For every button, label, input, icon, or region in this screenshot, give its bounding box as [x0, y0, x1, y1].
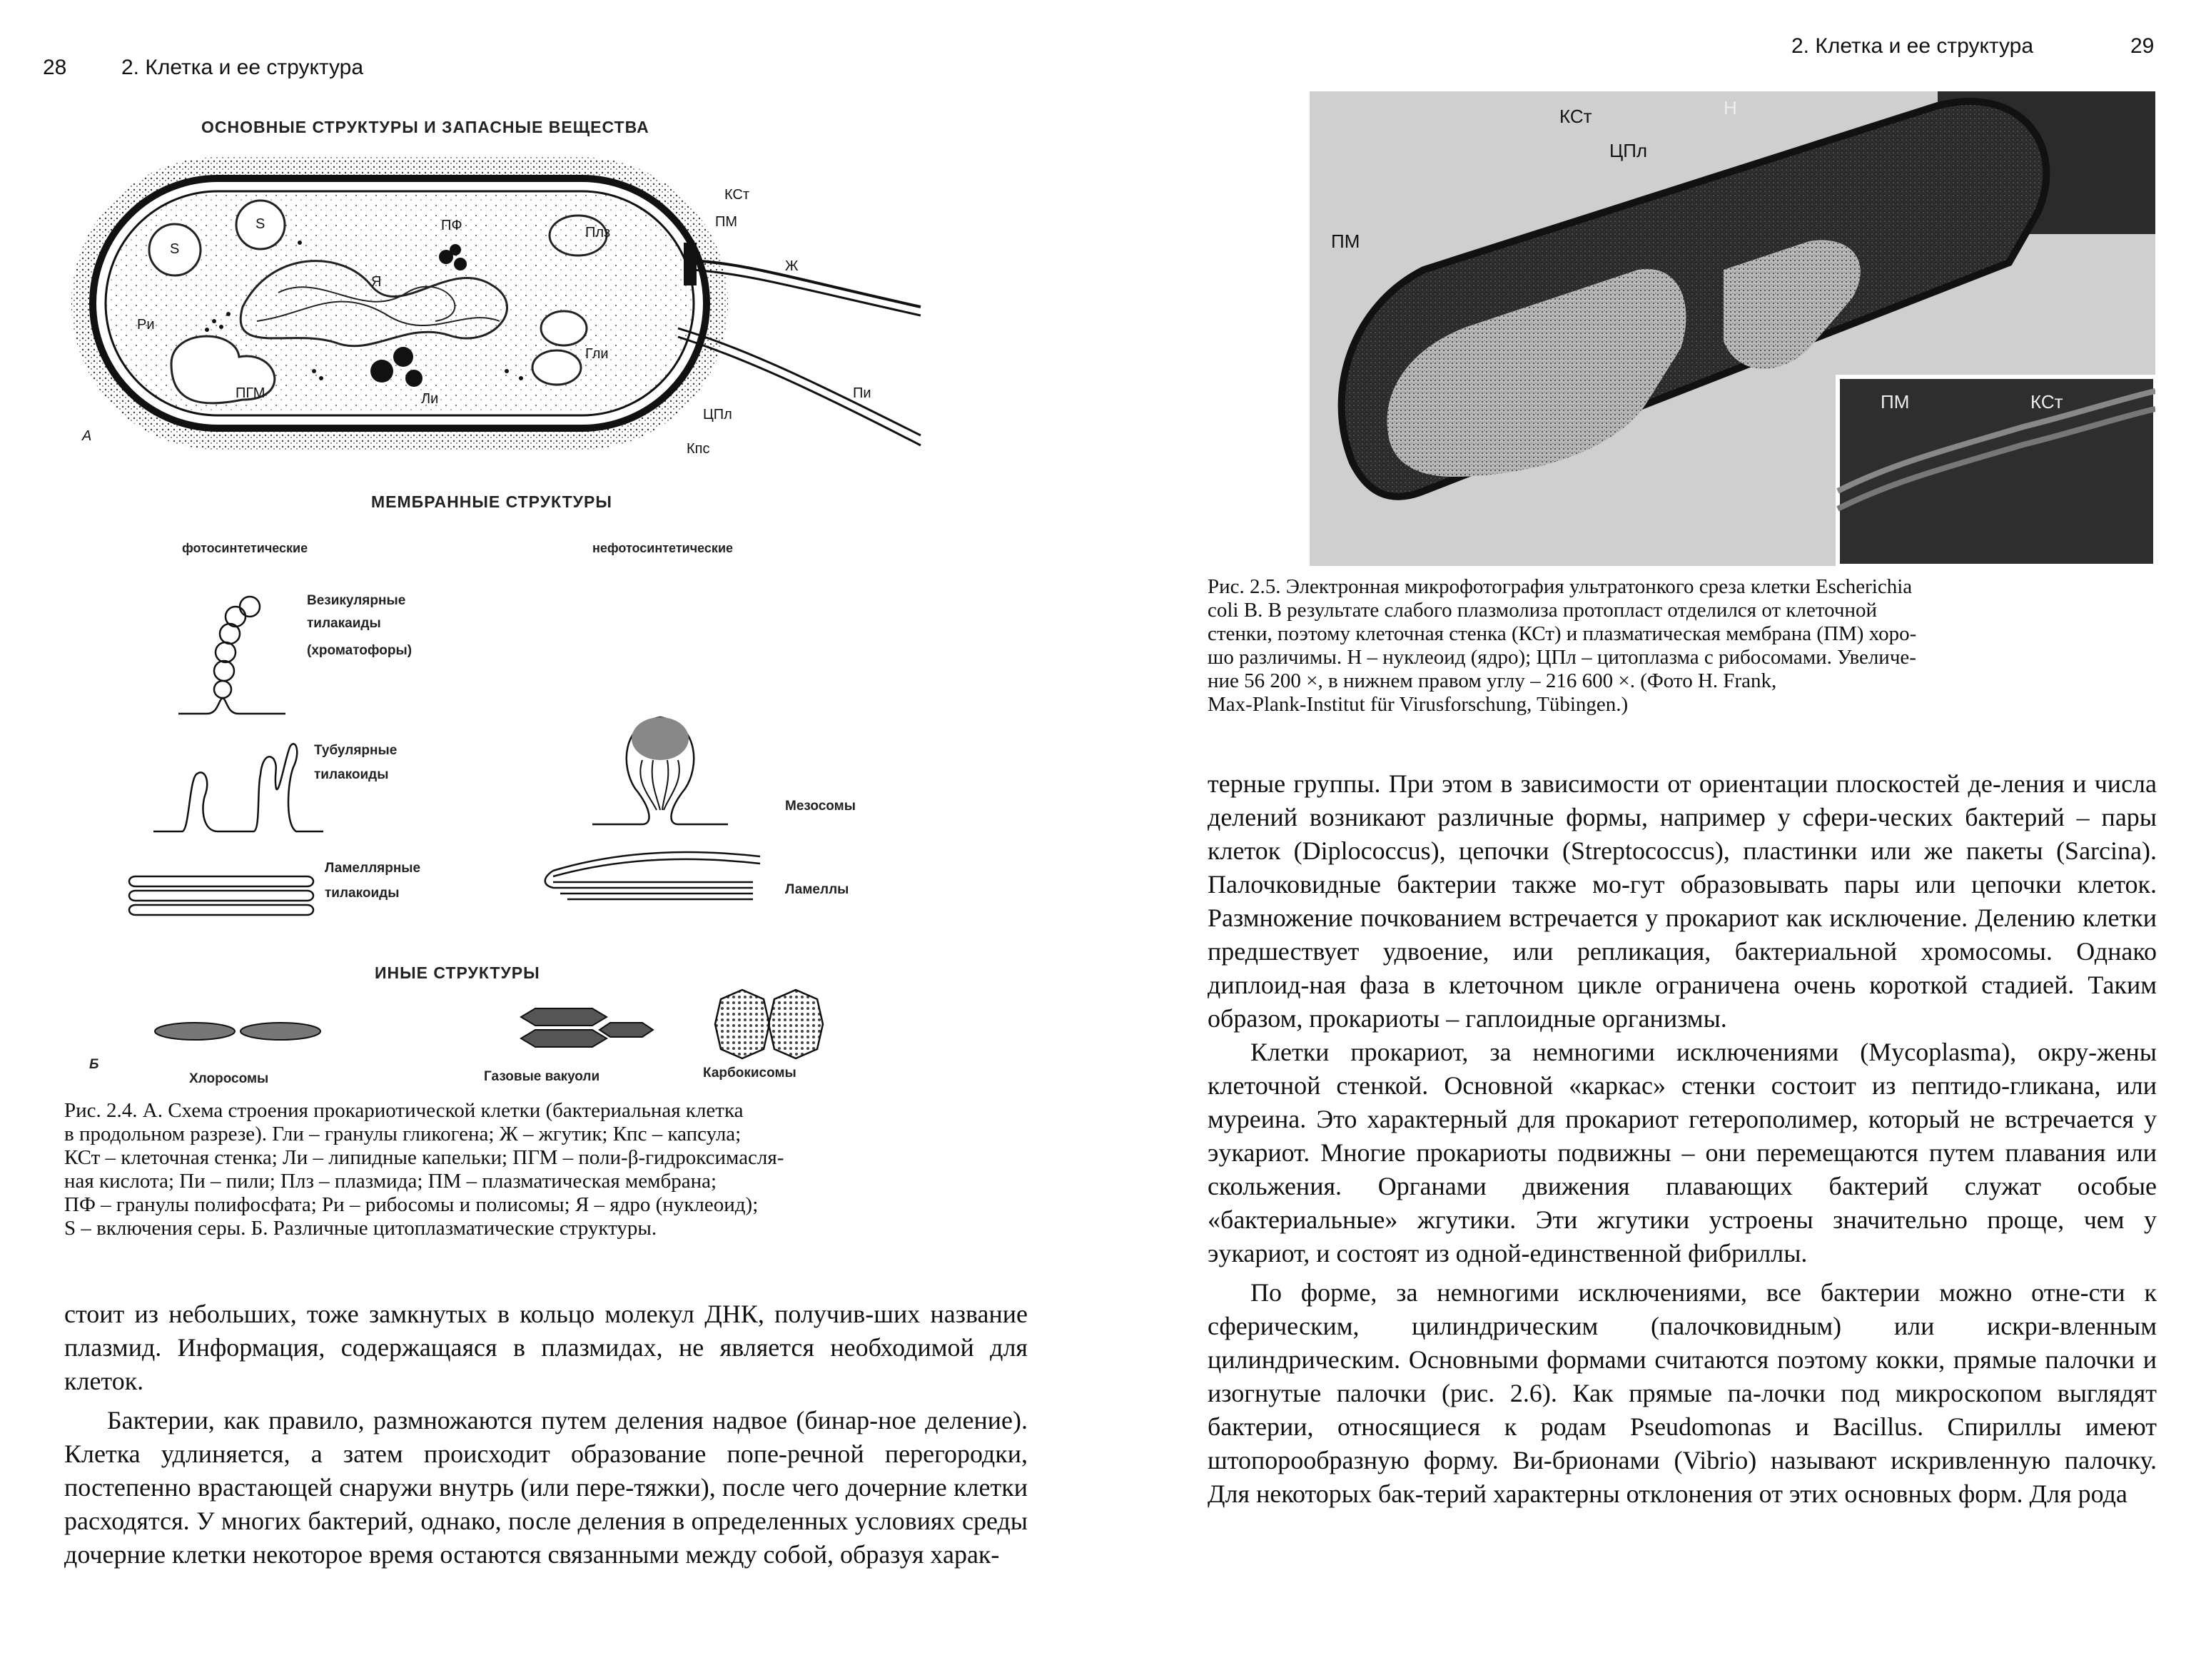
tubular-label-2: тилакоиды	[314, 767, 389, 782]
panel-b-letter: Б	[89, 1057, 99, 1072]
caption-line: в продольном разрезе). Гли – гранулы гликогена; Ж – жгутик; Кпс – капсула;	[64, 1123, 742, 1145]
right-page-number: 29	[2130, 34, 2155, 58]
micrograph-image	[1310, 91, 2155, 566]
caption-line: S – включения серы. Б. Различные цитоплазматические структуры.	[64, 1217, 657, 1240]
tubular-label-1: Тубулярные	[314, 743, 398, 758]
vesicular-label-2: тилакаиды	[307, 616, 381, 631]
vesicular-label-1: Везикулярные	[307, 593, 406, 608]
body-paragraph: стоит из небольших, тоже замкнутых в кольцо молекул ДНК, получив-ших название плазмид. Информация, содержащаяся в плазмидах, не является необходимой для клеток.	[64, 1300, 1028, 1395]
inset-label-pm: ПМ	[1881, 391, 1910, 413]
right-body-text	[1208, 767, 2157, 1511]
label-ya: Я	[371, 274, 382, 290]
label-s1: S	[170, 241, 180, 257]
lamellar-thylakoid-drawing	[128, 871, 321, 921]
label-pi: Пи	[853, 385, 871, 401]
body-paragraph: По форме, за немногими исключениями, все бактерии можно отне-сти к сферическим, цилиндрическим (палочковидным) или искри-вленным цилиндрическим. Основными формами считаются поэтому кокки, прямые палочки и изогнутые палочки (рис. 2.6). Как прямые па-лочки под микроскопом выглядят бактерии, относящиеся к родам Pseudomonas и Bacillus. Спириллы имеют штопорообразную форму. Ви-брионами (Vibrio) называют искривленную палочку. Для некоторых бак-терий характерны отклонения от этих основных форм. Для рода	[1208, 1278, 2157, 1508]
column-nonphotosynthetic: нефотосинтетические	[592, 541, 734, 555]
chlorosomes-label: Хлоросомы	[189, 1071, 269, 1086]
carboxysomes-drawing	[714, 988, 828, 1060]
caption-line: ная кислота; Пи – пили; Плз – плазмида; ПМ – плазматическая мембрана;	[64, 1170, 717, 1193]
caption-line: ние 56 200 ×, в нижнем правом углу – 216 600 ×. (Фото H. Frank,	[1208, 669, 1777, 692]
carboxysomes-label: Карбокисомы	[703, 1066, 796, 1081]
figure-2-4-caption	[64, 1099, 1028, 1240]
lamellae-drawing	[539, 842, 767, 906]
figure-section-membrane: МЕМБРАННЫЕ СТРУКТУРЫ	[371, 492, 612, 511]
right-running-header: 2. Клетка и ее структура	[1791, 34, 2034, 58]
label-kps: Кпс	[687, 441, 710, 457]
inset-label-kst: КСт	[2030, 391, 2063, 413]
glycogen-granule	[541, 311, 587, 345]
label-zh: Ж	[785, 258, 799, 274]
vesicular-thylakoid-drawing	[178, 592, 293, 721]
mesosomes-label: Мезосомы	[785, 799, 856, 814]
left-body-text	[64, 1297, 1028, 1572]
label-pf: ПФ	[441, 218, 462, 233]
caption-line: Рис. 2.4. А. Схема строения прокариотической клетки (бактериальная клетка	[64, 1099, 744, 1122]
vesicular-label-3: (хроматофоры)	[307, 643, 413, 658]
label-kst: КСт	[724, 187, 750, 203]
label-s2: S	[255, 216, 265, 232]
label-tspl: ЦПл	[703, 407, 732, 422]
figure-2-5-caption	[1208, 575, 2157, 717]
gas-vacuoles-drawing	[514, 1003, 657, 1060]
body-paragraph: Клетки прокариот, за немногими исключениями (Mycoplasma), окру-жены клеточной стенкой. Основной «каркас» стенки состоит из пептидо-гликана, или муреина. Это характерный для прокариот гетерополимер, который не встречается у эукариот. Многие прокариоты подвижны – они перемещаются путем плавания или скольжения. Органами движения плавающих бактерий служат особые «бактериальные» жгутики. Эти жгутики устроены значительно проще, чем у эукариот, и состоят из одной-единственной фибриллы.	[1208, 1038, 2157, 1267]
electron-micrograph	[1310, 91, 2155, 566]
caption-line: стенки, поэтому клеточная стенка (КСт) и плазматическая мембрана (ПМ) хоро-	[1208, 622, 1917, 645]
photo-label-n: Н	[1724, 97, 1737, 118]
caption-line: Рис. 2.5. Электронная микрофотография ультратонкого среза клетки Escherichia	[1208, 575, 1913, 598]
label-gli: Гли	[585, 346, 609, 362]
label-li: Ли	[421, 391, 439, 407]
caption-line: Max-Plank-Institut für Virusforschung, Tübingen.)	[1208, 693, 1629, 716]
label-ri: Ри	[137, 317, 155, 333]
body-paragraph: терные группы. При этом в зависимости от ориентации плоскостей де-ления и числа делений возникают различные формы, например у сфери-ческих бактерий – пары клеток (Diplococcus), цепочки (Streptococcus), пластинки или же пакеты (Sarcina). Палочковидные бактерии также мо-гут образовывать пары или цепочки клеток. Размножение почкованием встречается у прокариот как исключение. Делению клетки предшествует удвоение, или репликация, бактериальной хромосомы. Однако диплоид-ная фаза в клеточном цикле ограничена очень короткой стадией. Таким образом, прокариоты – гаплоидные организмы.	[1208, 769, 2157, 1033]
left-running-header: 2. Клетка и ее структура	[121, 56, 364, 79]
figure-section-basic: ОСНОВНЫЕ СТРУКТУРЫ И ЗАПАСНЫЕ ВЕЩЕСТВА	[201, 118, 649, 136]
column-photosynthetic: фотосинтетические	[182, 541, 308, 555]
body-paragraph: Бактерии, как правило, размножаются путем деления надвое (бинар-ное деление). Клетка удлиняется, а затем происходит образование попе-речной перегородки, постепенно врастающей снаружи внутрь (или пере-тяжки), после чего дочерние клетки расходятся. У многих бактерий, однако, после деления в определенных условиях среды дочерние клетки некоторое время остаются связанными между собой, образуя харак-	[64, 1406, 1028, 1569]
gas-vacuoles-label: Газовые вакуоли	[484, 1069, 600, 1084]
figure-section-other: ИНЫЕ СТРУКТУРЫ	[375, 963, 540, 982]
photo-label-tspl: ЦПл	[1609, 140, 1648, 161]
label-plz: Плз	[585, 225, 611, 241]
lipid-droplet	[370, 360, 393, 383]
caption-line: coli B. В результате слабого плазмолиза протопласт отделился от клеточной	[1208, 599, 1878, 622]
left-page-number: 28	[43, 56, 67, 79]
caption-line: шо различимы. Н – нуклеоид (ядро); ЦПл – цитоплазма с рибосомами. Увеличе-	[1208, 646, 1916, 669]
label-pm: ПМ	[715, 214, 738, 230]
chlorosomes-drawing	[153, 1017, 325, 1046]
lamellar-label-2: тилакоиды	[325, 886, 400, 901]
mesosome-drawing	[592, 703, 728, 831]
photo-label-kst: КСт	[1559, 106, 1592, 127]
label-pgm: ПГМ	[236, 385, 265, 401]
caption-line: ПФ – гранулы полифосфата; Ри – рибосомы и полисомы; Я – ядро (нуклеоид);	[64, 1193, 759, 1216]
lamellar-label-1: Ламеллярные	[325, 861, 421, 876]
tubular-thylakoid-drawing	[153, 739, 325, 839]
lamellae-label: Ламеллы	[785, 882, 849, 897]
caption-line: КСт – клеточная стенка; Ли – липидные капельки; ПГМ – поли-β-гидроксимасля-	[64, 1146, 784, 1169]
prokaryotic-cell-diagram	[64, 143, 949, 471]
photo-label-pm: ПМ	[1331, 231, 1360, 252]
panel-a-letter: А	[82, 428, 92, 444]
